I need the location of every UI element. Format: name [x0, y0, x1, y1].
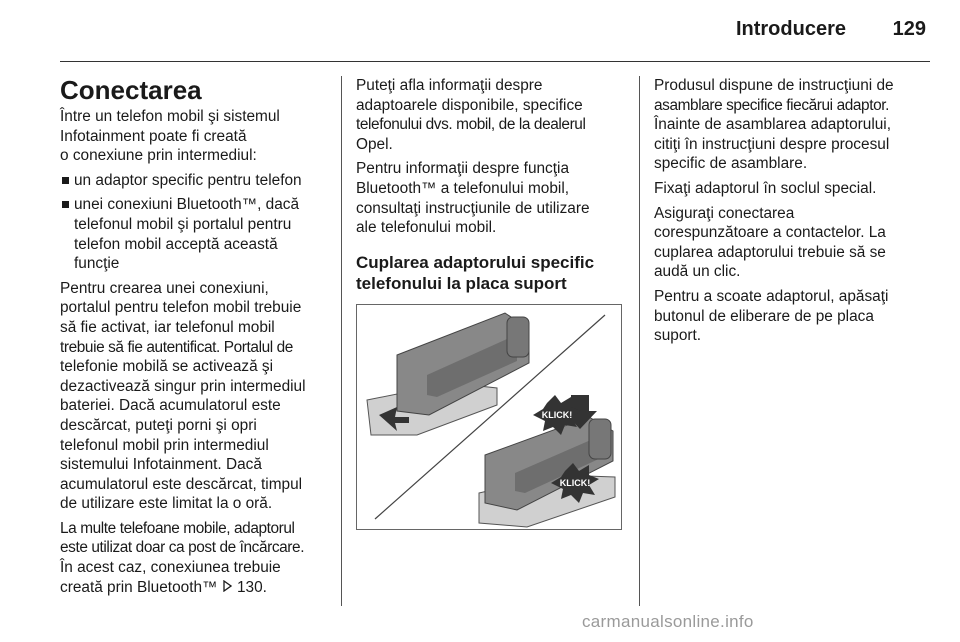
text-line: telefonie mobilă se activează şi [60, 358, 274, 376]
text-line: cuplarea adaptorului trebuie să se [654, 243, 886, 261]
subsection-title [356, 252, 626, 294]
page-reference-icon [222, 578, 233, 598]
text-line: telefonului la placa suport [356, 273, 567, 293]
body-paragraph [654, 287, 926, 346]
header-title: Introducere [735, 18, 846, 40]
text-line: trebuie să fie autentificat. Portalul de [60, 338, 293, 356]
header-rule [60, 61, 930, 62]
page-reference-link[interactable]: 130. [236, 578, 267, 596]
text-line: Cuplarea adaptorului specific [356, 252, 595, 272]
page-number: 129 [892, 18, 926, 40]
text-line: specific de asamblare. [654, 155, 808, 173]
text-line: de utilizare este limitat la o oră. [60, 495, 273, 513]
text-line: Pentru informaţii despre funcţia [356, 160, 570, 178]
text-line: Înainte de asamblarea adaptorului, [654, 116, 892, 134]
text-line: Opel. [356, 135, 393, 153]
body-paragraph [654, 179, 926, 199]
adapter-drawing [357, 305, 621, 529]
body-paragraph [356, 76, 626, 154]
text-line: funcţie [74, 255, 120, 273]
text-line: ale telefonului mobil. [356, 219, 497, 237]
text-line: În acest caz, conexiunea trebuie [60, 559, 281, 577]
text-fragment: creată prin Bluetooth™ [60, 578, 218, 596]
column-3 [654, 76, 926, 351]
text-line: Asiguraţi conectarea [654, 204, 795, 222]
text-line: Bluetooth™ a telefonului mobil, [356, 179, 570, 197]
text-line: suport. [654, 327, 702, 345]
klick-label: KLICK! [541, 409, 573, 420]
text-line: telefonul mobil şi portalul pentru [74, 215, 292, 233]
bullet-item [60, 195, 330, 273]
text-line: acumulatorul este descărcat, timpul [60, 475, 303, 493]
text-line: sistemului Infotainment. Dacă [60, 456, 262, 474]
text-line: descărcat, puteţi porni şi opri [60, 416, 257, 434]
bullet-item [60, 171, 330, 191]
text-line: corespunzătoare a contactelor. La [654, 224, 886, 242]
text-line: consultaţi instrucţiunile de utilizare [356, 199, 590, 217]
column-divider-2 [639, 76, 640, 606]
text-line: Produsul dispune de instrucţiuni de [654, 77, 894, 94]
body-paragraph [356, 159, 626, 237]
text-line: Infotainment poate fi creată [60, 127, 247, 145]
text-line: dezactivează singur prin intermediul [60, 377, 306, 395]
square-bullet-icon [62, 201, 69, 208]
text-line: este utilizat doar ca post de încărcare. [60, 539, 305, 557]
watermark: carmanualsonline.info [582, 612, 754, 631]
text-line: Fixaţi adaptorul în soclul special. [654, 179, 877, 197]
text-line: audă un clic. [654, 263, 741, 281]
column-divider-1 [341, 76, 342, 606]
text-line: Puteţi afla informaţii despre [356, 77, 543, 94]
body-paragraph [60, 519, 330, 597]
text-line: asamblare specifice fiecărui adaptor. [654, 96, 890, 114]
klick-label: KLICK! [559, 477, 591, 488]
square-bullet-icon [62, 177, 69, 184]
text-line: unei conexiuni Bluetooth™, dacă [74, 196, 300, 214]
section-title: Conectarea [60, 75, 202, 105]
intro-paragraph [60, 107, 330, 166]
text-line: citiţi în instrucţiuni despre procesul [654, 135, 890, 153]
adapter-illustration [356, 304, 622, 530]
text-line: telefonului dvs. mobil, de la dealerul [356, 116, 586, 134]
text-line: să fie activat, iar telefonul mobil [60, 318, 275, 336]
text-line: bateriei. Dacă acumulatorul este [60, 397, 281, 415]
text-line: adaptoarele disponibile, specifice [356, 96, 583, 114]
text-line: portalul pentru telefon mobil trebuie [60, 299, 302, 317]
text-line: telefon mobil acceptă această [74, 235, 278, 253]
text-line: un adaptor specific pentru telefon [74, 171, 302, 189]
text-line: butonul de eliberare de pe placa [654, 307, 874, 325]
text-line [60, 578, 330, 598]
body-paragraph [654, 204, 926, 282]
upper-holder-group [367, 313, 529, 435]
text-line: Între un telefon mobil şi sistemul [60, 108, 280, 125]
column-1 [60, 76, 330, 602]
text-line: Pentru crearea unei conexiuni, [60, 279, 269, 297]
text-line: telefonul mobil prin intermediul [60, 436, 269, 454]
text-line: La multe telefoane mobile, adaptorul [60, 519, 295, 537]
body-paragraph [654, 76, 926, 174]
body-paragraph [60, 279, 330, 514]
text-line: Pentru a scoate adaptorul, apăsaţi [654, 287, 889, 305]
text-line: o conexiune prin intermediul: [60, 147, 257, 165]
column-2 [356, 76, 626, 530]
